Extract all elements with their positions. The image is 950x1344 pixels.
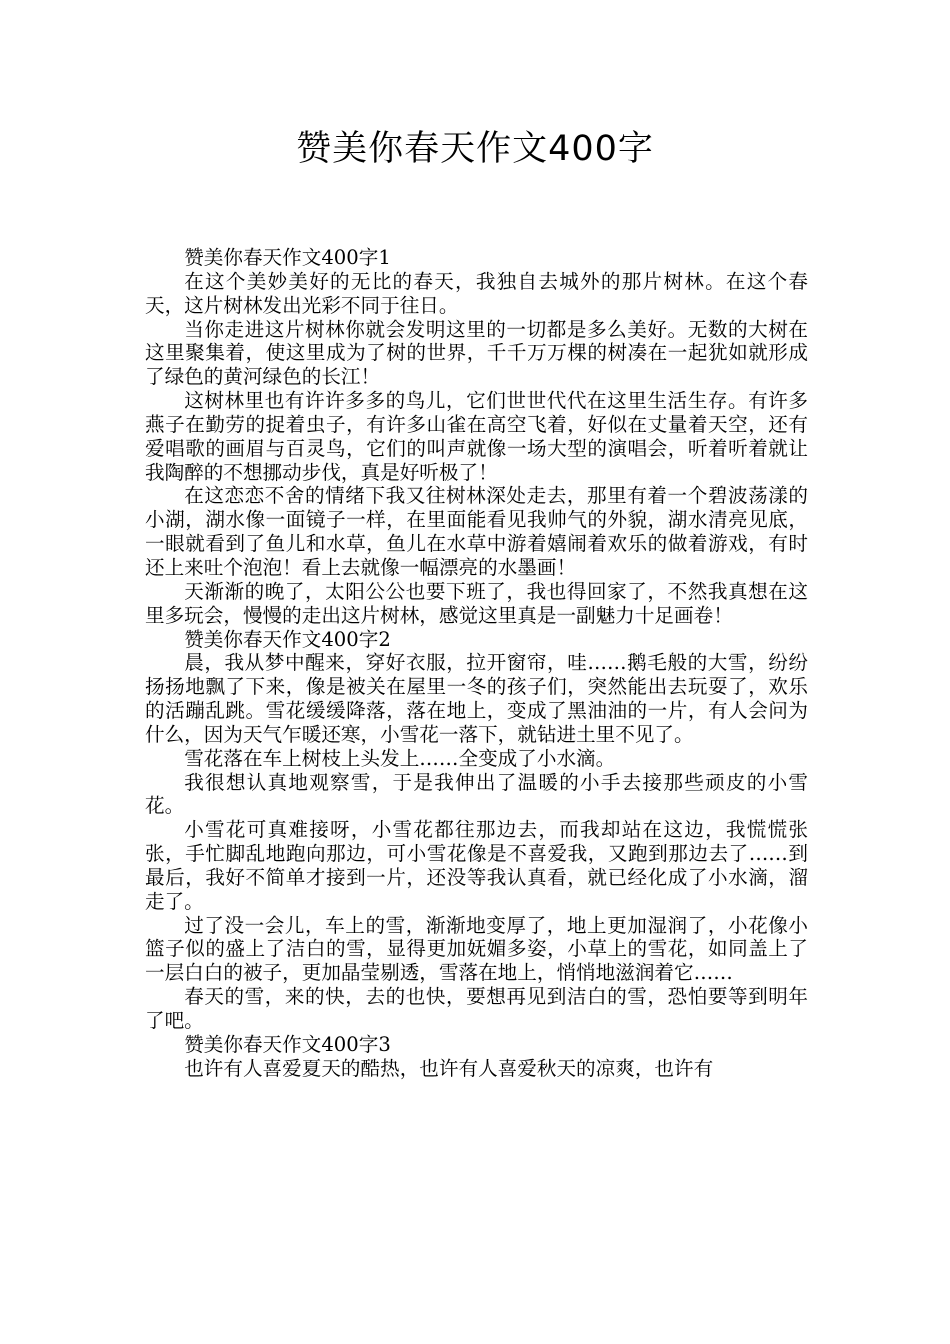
document-title: 赞美你春天作文400字 [296, 129, 654, 169]
paragraph: 雪花落在车上树枝上头发上……全变成了小水滴。 [184, 746, 616, 770]
paragraph: 春天的雪，来的快，去的也快，要想再见到洁白的雪，恐怕要等到明年了吧。 [145, 985, 808, 1032]
paragraph: 在这恋恋不舍的情绪下我又往树林深处走去，那里有着一个碧波荡漾的小湖，湖水像一面镜子一样，在里面能看见我帅气的外貌，湖水清亮见底，一眼就看到了鱼儿和水草，鱼儿在水草中游着嬉闹着欢乐的做着游戏，有时还上来吐个泡泡！看上去就像一幅漂亮的水墨画！ [145, 484, 808, 579]
section-heading-1: 赞美你春天作文400字1 [184, 246, 391, 269]
paragraph: 也许有人喜爱夏天的酷热，也许有人喜爱秋天的凉爽，也许有 [184, 1056, 714, 1080]
paragraph: 我很想认真地观察雪，于是我伸出了温暖的小手去接那些顽皮的小雪花。 [145, 770, 808, 818]
paragraph: 当你走进这片树林你就会发明这里的一切都是多么美好。无数的大树在这里聚集着，使这里成为了树的世界，千千万万棵的树凑在一起犹如就形成了绿色的黄河绿色的长江！ [145, 317, 808, 389]
paragraph: 晨，我从梦中醒来，穿好衣服，拉开窗帘，哇……鹅毛般的大雪，纷纷扬扬地飘了下来，像是被关在屋里一冬的孩子们，突然能出去玩耍了，欢乐的活蹦乱跳。雪花缓缓降落，落在地上，变成了黑油油的一片，有人会问为什么，因为天气乍暖还寒，小雪花一落下，就钻进土里不见了。 [145, 651, 808, 746]
section-heading-3: 赞美你春天作文400字3 [184, 1032, 391, 1056]
paragraph: 这树林里也有许许多多的鸟儿，它们世世代代在这里生活生存。有许多燕子在勤劳的捉着虫子，有许多山雀在高空飞着，好似在丈量着天空，还有爱唱歌的画眉与百灵鸟，它们的叫声就像一场大型的演唱会，听着听着就让我陶醉的不想挪动步伐，真是好听极了！ [145, 389, 808, 484]
paragraph: 小雪花可真难接呀，小雪花都往那边去，而我却站在这边，我慌慌张张，手忙脚乱地跑向那边，可小雪花像是不喜爱我，又跑到那边去了……到最后，我好不简单才接到一片，还没等我认真看，就已经化成了小水滴，溜走了。 [145, 818, 808, 913]
paragraph: 过了没一会儿，车上的雪，渐渐地变厚了，地上更加湿润了，小花像小篮子似的盛上了洁白的雪，显得更加妩媚多姿，小草上的雪花，如同盖上了一层白白的被子，更加晶莹剔透，雪落在地上，悄悄地滋润着它…… [145, 913, 808, 985]
document-body [145, 246, 808, 1081]
paragraph: 在这个美妙美好的无比的春天，我独自去城外的那片树林。在这个春天，这片树林发出光彩不同于往日。 [145, 269, 808, 317]
paragraph: 天渐渐的晚了，太阳公公也要下班了，我也得回家了，不然我真想在这里多玩会，慢慢的走出这片树林，感觉这里真是一副魅力十足画卷！ [145, 579, 808, 627]
section-heading-2: 赞美你春天作文400字2 [184, 627, 391, 651]
